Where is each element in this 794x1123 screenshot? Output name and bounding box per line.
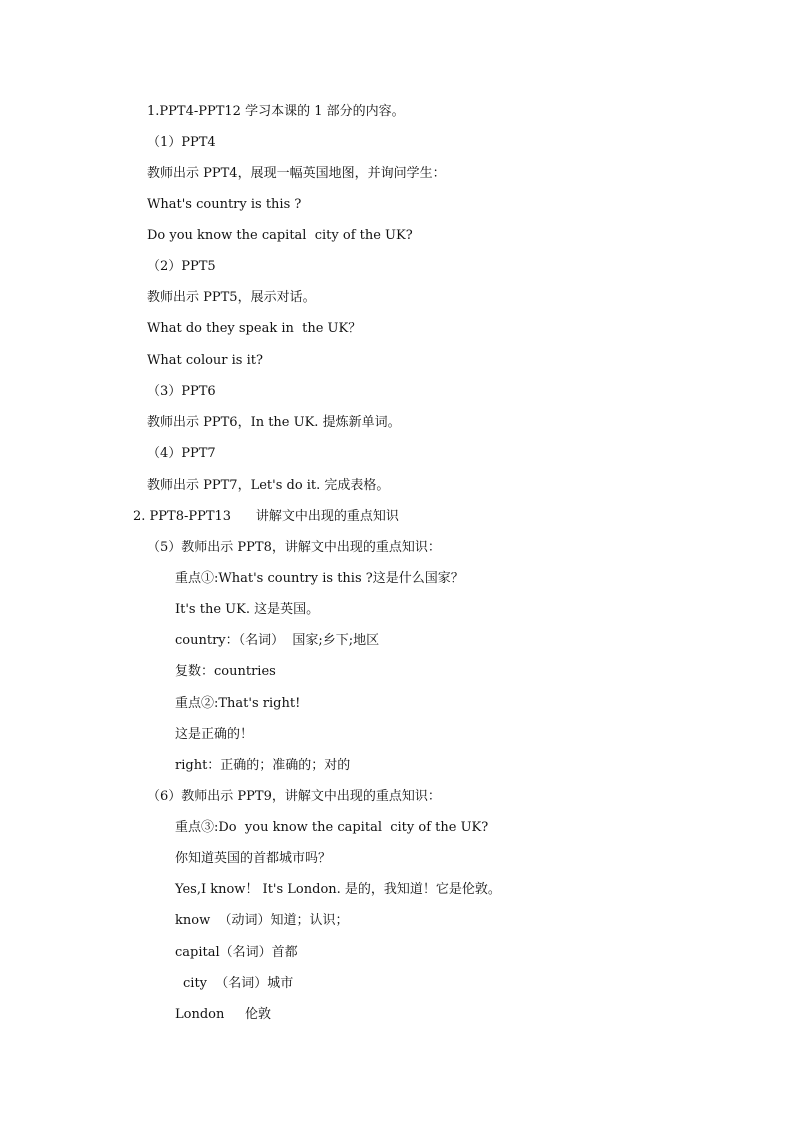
key-point-3-translation: 你知道英国的首都城市吗？	[175, 851, 332, 866]
item-1-question-2: Do you know the capital city of the UK?	[147, 228, 413, 243]
key-point-1-answer: It's the UK. 这是英国。	[175, 602, 320, 617]
item-2-instruction: 教师出示 PPT5，展示对话。	[147, 290, 316, 305]
item-2-label: （2）PPT5	[147, 259, 216, 274]
item-2-question-2: What colour is it?	[147, 353, 263, 368]
item-4-instruction: 教师出示 PPT7，Let's do it. 完成表格。	[147, 478, 390, 493]
key-point-1: 重点①:What's country is this ?这是什么国家？	[175, 571, 464, 586]
vocab-capital: capital（名词）首都	[175, 945, 298, 960]
vocab-country: country：（名词） 国家;乡下;地区	[175, 633, 380, 648]
vocab-city: city （名词）城市	[183, 976, 294, 991]
item-1-instruction: 教师出示 PPT4，展现一幅英国地图，并询问学生：	[147, 166, 446, 181]
item-1-label: （1）PPT4	[147, 135, 216, 150]
key-point-2: 重点②:That's right!	[175, 696, 301, 711]
item-3-label: （3）PPT6	[147, 384, 216, 399]
vocab-know: know （动词）知道；认识；	[175, 913, 349, 928]
key-point-3: 重点③:Do you know the capital city of the UK?	[175, 820, 489, 835]
item-4-label: （4）PPT7	[147, 446, 216, 461]
item-5-instruction: （5）教师出示 PPT8，讲解文中出现的重点知识：	[147, 540, 441, 555]
item-2-question-1: What do they speak in the UK？	[147, 321, 362, 336]
key-point-2-translation: 这是正确的！	[175, 727, 254, 742]
vocab-right: right：正确的；准确的；对的	[175, 758, 351, 773]
section-2-heading: 2. PPT8-PPT13 讲解文中出现的重点知识	[133, 509, 399, 524]
item-6-instruction: （6）教师出示 PPT9，讲解文中出现的重点知识：	[147, 789, 441, 804]
item-1-question-1: What's country is this ?	[147, 197, 302, 212]
vocab-country-plural: 复数：countries	[175, 664, 276, 679]
vocab-london: London 伦敦	[175, 1007, 272, 1022]
item-3-instruction: 教师出示 PPT6，In the UK. 提炼新单词。	[147, 415, 401, 430]
key-point-3-answer: Yes,I know！ It's London. 是的，我知道！它是伦敦。	[175, 882, 501, 897]
section-1-heading: 1.PPT4-PPT12 学习本课的 1 部分的内容。	[147, 104, 405, 119]
